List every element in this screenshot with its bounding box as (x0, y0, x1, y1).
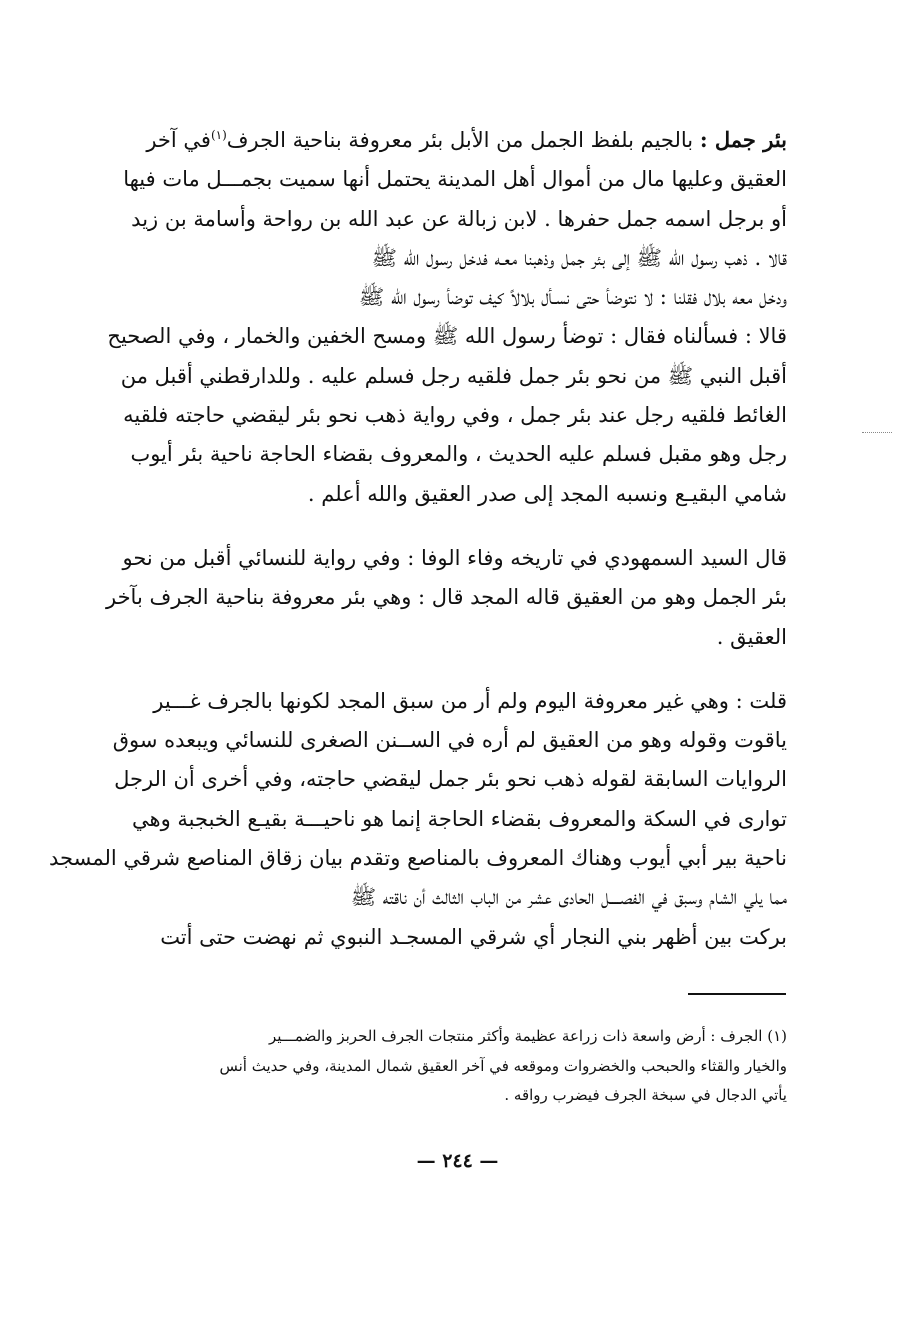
text-line: شامي البقيـع ونسبه المجد إلى صدر العقيق والله أعلم . (307, 481, 787, 506)
text-line: أو برجل اسمه جمل حفرها . لابن زبالة عن عبد الله بن رواحة وأسامة بن زيد (131, 206, 787, 231)
entry-term: بئر جمل : (699, 127, 787, 152)
page-number: — ٢٤٤ — (416, 1150, 499, 1172)
text-line: بئر جمل : بالجيم بلفظ الجمل من الأبل بئر معروفة بناحية الجرف$^{(١)}$في آخر (146, 127, 787, 152)
text-line: ناحية بير أبي أيوب وهناك المعروف بالمناصع وتقدم بيان زقاق المناصع شرقي المسجد (49, 846, 787, 871)
footnote-separator (688, 993, 786, 995)
text-line: العقيق وعليها مال من أموال أهل المدينة يحتمل أنها سميت بجمـــل مات فيها (123, 167, 787, 192)
text-line: قلت : وهي غير معروفة اليوم ولم أر من سبق المجد لكونها بالجرف غـــير (153, 688, 787, 713)
footnote-line: (١) الجرف : أرض واسعة ذات زراعة عظيمة وأكثر منتجات الجرف الحربز والضمـــير (268, 1027, 787, 1045)
text-line: قالا . ذهب رسول الله ﷺ إلى بئر جمل وذهبنا معـه فدخل رسول الله ﷺ (371, 245, 787, 270)
main-text (49, 116, 787, 957)
text-line: قال السيد السمهودي في تاريخه وفاء الوفا : وفي رواية للنسائي أقبل من نحو (122, 545, 787, 570)
text-line: بئر الجمل وهو من العقيق قاله المجد قال : وهي بئر معروفة بناحية الجرف بآخر (105, 585, 787, 610)
text-line: رجل وهو مقبل فسلم عليه الحديث ، والمعروف بقضاء الحاجة ناحية بئر أيوب (130, 442, 787, 467)
paragraph-samhudi (105, 539, 787, 657)
paragraph-author-note (49, 682, 787, 957)
text-line: قالا : فسألناه فقال : توضأ رسول الله ﷺ ومسح الخفين والخمار ، وفي الصحيح (107, 324, 787, 349)
text-line: بركت بين أظهر بني النجار أي شرقي المسجـد النبوي ثم نهضت حتى أتت (160, 924, 787, 949)
text-line: ودخل معه بلال فقلنا : لا نتوضأ حتى نسـأل بلالاً كيف توضأ رسول الله ﷺ (358, 285, 787, 310)
footnote-line: يأتي الدجال في سبخة الجرف فيضرب رواقه . (504, 1086, 787, 1104)
text-line: أقبل النبي ﷺ من نحو بئر جمل فلقيه رجل فسلم عليه . وللدارقطني أقبل من (120, 363, 787, 388)
footnote-line: والخيار والقثاء والحبحب والخضروات وموقعه في آخر العقيق شمال المدينة، وفي حديث أنس (219, 1056, 787, 1075)
text-line: الروايات السابقة لقوله ذهب نحو بئر جمل ليقضي حاجته، وفي أخرى أن الرجل (114, 767, 787, 792)
margin-dotted-mark (862, 432, 892, 433)
text-line: توارى في السكة والمعروف بقضاء الحاجة إنما هو ناحيـــة بقيـع الخبجبة وهي (132, 806, 787, 831)
text-line: الغائط فلقيه رجل عند بئر جمل ، وفي رواية ذهب نحو بئر ليقضي حاجته فلقيه (123, 403, 787, 428)
paragraph-bir-jamal (107, 116, 787, 514)
text-line: ياقوت وقوله وهو من العقيق لم أره في الســنن الصغرى للنسائي ويبعده سوق (112, 728, 787, 753)
text-line: العقيق . (716, 624, 787, 649)
footnotes (117, 1022, 787, 1111)
text-line: مما يلي الشام وسبق في الفصــــل الحادى عشر من الباب الثالث أن ناقته ﷺ (350, 885, 787, 910)
footnote-marker: (١) (210, 128, 227, 142)
